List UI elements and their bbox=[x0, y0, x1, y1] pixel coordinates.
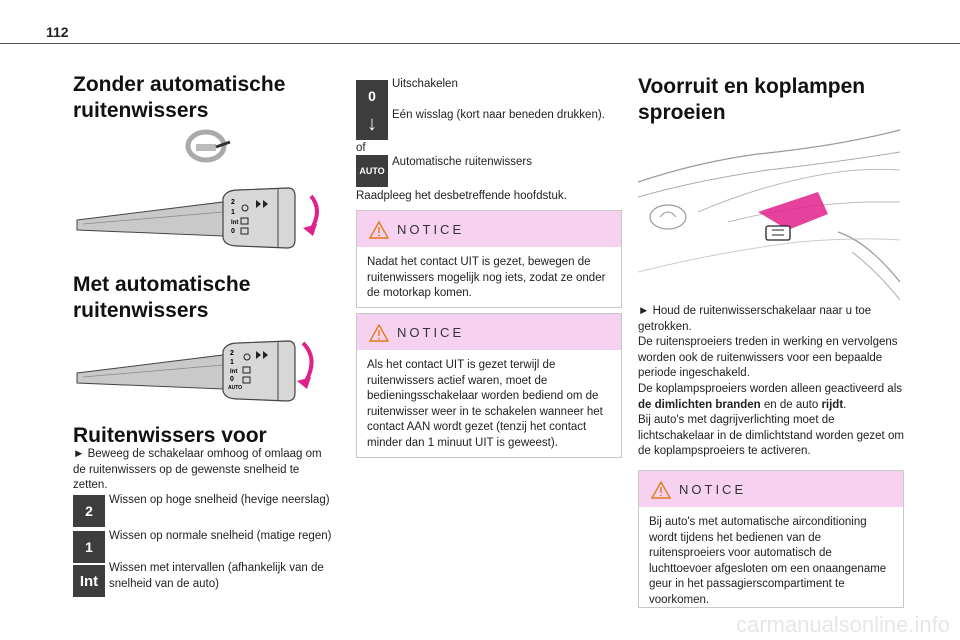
washer-instruction: ► Houd de ruitenwisserschakelaar naar u toe getrokken. bbox=[638, 305, 872, 333]
key-text-single: Eén wisslag (kort naar beneden drukken). bbox=[392, 109, 605, 121]
notice-header bbox=[639, 471, 903, 507]
key-badge-1: 1 bbox=[73, 531, 105, 563]
notice-text: Bij auto's met automatische airconditioning wordt tijdens het bedienen van de ruitensproeiers voor automatisch de luchttoevoer afgesloten om een onaangename geur in het passagierscompartiment te voorkomen. bbox=[649, 516, 887, 606]
see-chapter-text: Raadpleeg het desbetreffende hoofdstuk. bbox=[356, 190, 567, 202]
condition-dipped-beam: de dimlichten branden bbox=[638, 398, 761, 411]
key-row-int bbox=[73, 561, 343, 597]
page-number: 112 bbox=[46, 24, 69, 40]
heading-no-auto-wipers: Zonder automatische ruitenwissers bbox=[73, 73, 286, 122]
condition-text-e: . bbox=[843, 398, 847, 411]
notice-box-1 bbox=[356, 210, 622, 308]
or-text: of bbox=[356, 142, 366, 154]
key-text-1: Wissen op normale snelheid (matige regen) bbox=[109, 530, 332, 542]
header-divider bbox=[0, 43, 960, 44]
key-text-2: Wissen op hoge snelheid (hevige neerslag) bbox=[109, 494, 330, 506]
key-row-0 bbox=[356, 77, 626, 112]
auto-wiper-stalk-diagram bbox=[73, 333, 333, 413]
heading-washers: Voorruit en koplampen sproeien bbox=[638, 75, 866, 124]
key-badge-int: Int bbox=[73, 565, 105, 597]
key-text-auto: Automatische ruitenwissers bbox=[392, 156, 532, 168]
heading-with-auto-wipers: Met automatische ruitenwissers bbox=[73, 273, 251, 322]
condition-moving: rijdt bbox=[821, 398, 844, 411]
warning-triangle-icon bbox=[369, 324, 389, 342]
notice-title: NOTICE bbox=[397, 222, 465, 237]
steering-wheel-icon bbox=[184, 126, 232, 164]
heading-front-wipers: Ruitenwissers voor bbox=[73, 424, 267, 447]
headlamp-washer-illustration bbox=[638, 122, 900, 300]
instruction-text: ► Beweeg de schakelaar omhoog of omlaag om de ruitenwissers op de gewenste snelheid te zetten. bbox=[73, 448, 322, 491]
key-badge-2: 2 bbox=[73, 495, 105, 527]
stalk-label-0: 0 bbox=[230, 376, 234, 383]
stalk-label-int: Int bbox=[231, 220, 239, 226]
stalk-label-2: 2 bbox=[230, 350, 234, 357]
notice-box-2 bbox=[356, 313, 622, 458]
notice-title: NOTICE bbox=[397, 325, 465, 340]
stalk-label-0: 0 bbox=[231, 228, 235, 235]
notice-text: Nadat het contact UIT is gezet, bewegen de ruitenwissers mogelijk nog iets, zodat ze onder de motorkap komen. bbox=[367, 256, 606, 299]
key-row-1 bbox=[73, 529, 343, 563]
warning-triangle-icon bbox=[369, 221, 389, 239]
watermark: carmanualsonline.info bbox=[735, 612, 950, 637]
key-row-2 bbox=[73, 493, 343, 527]
wiper-stalk-diagram bbox=[73, 180, 333, 260]
key-text-int: Wissen met intervallen (afhankelijk van de snelheid van de auto) bbox=[109, 562, 324, 590]
stalk-label-1: 1 bbox=[230, 359, 234, 366]
arrow-down-icon: ↓ bbox=[356, 108, 388, 140]
notice-header bbox=[357, 211, 621, 247]
key-badge-0: 0 bbox=[356, 80, 388, 112]
notice-text: Als het contact UIT is gezet terwijl de ruitenwissers actief waren, moet de bedieningsschakelaar worden bediend om de ruitenwisser weer in te schakelen wanneer het contact AAN wordt gezet (tenzij het contact minder dan 1 minuut UIT is geweest). bbox=[367, 359, 603, 449]
notice-header bbox=[357, 314, 621, 350]
condition-text-c: en de auto bbox=[760, 398, 822, 411]
stalk-label-1: 1 bbox=[231, 209, 235, 216]
key-row-single bbox=[356, 108, 626, 140]
notice-title: NOTICE bbox=[679, 482, 747, 497]
key-badge-auto: AUTO bbox=[356, 155, 388, 187]
stalk-label-auto: AUTO bbox=[228, 385, 243, 391]
stalk-label-int: Int bbox=[230, 369, 238, 375]
condition-text-a: De koplampsproeiers worden alleen geactiveerd als bbox=[638, 383, 903, 395]
washer-description: De ruitensproeiers treden in werking en vervolgens worden ook de ruitenwissers voor een bepaalde periode ingeschakeld. bbox=[638, 336, 898, 379]
headlamp-washer-condition bbox=[638, 382, 906, 413]
warning-triangle-icon bbox=[651, 481, 671, 499]
key-row-auto bbox=[356, 155, 626, 187]
notice-box-3 bbox=[638, 470, 904, 608]
key-text-0: Uitschakelen bbox=[392, 78, 458, 90]
stalk-label-2: 2 bbox=[231, 199, 235, 206]
drl-note: Bij auto's met dagrijverlichting moet de lichtschakelaar in de dimlichtstand worden gezet om de koplampsproeiers te activeren. bbox=[638, 414, 904, 457]
